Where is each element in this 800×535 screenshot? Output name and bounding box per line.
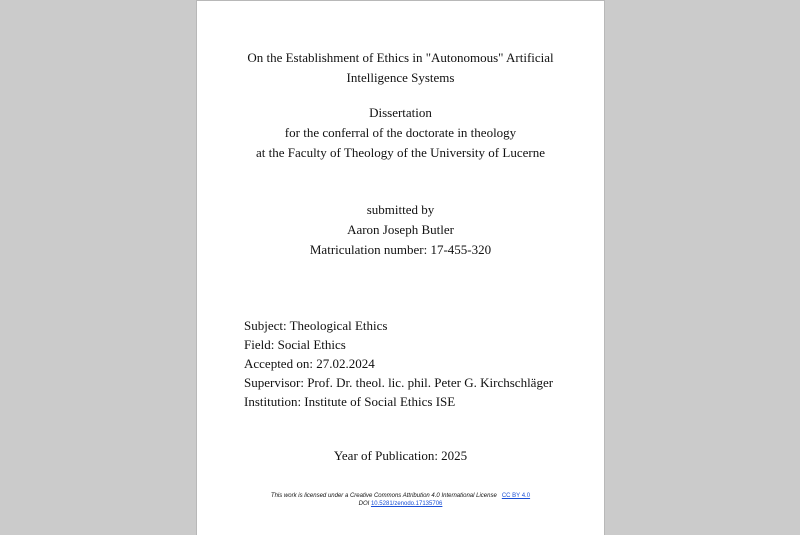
subject: Subject: Theological Ethics — [244, 318, 388, 333]
dissertation-line: for the conferral of the doctorate in theology — [284, 125, 517, 140]
submitted-by: submitted by — [366, 202, 435, 217]
details-block — [244, 316, 553, 411]
field: Field: Social Ethics — [244, 337, 346, 352]
license-link[interactable]: CC BY 4.0 — [501, 493, 531, 499]
matriculation-number: Matriculation number: 17-455-320 — [309, 242, 492, 257]
author-name: Aaron Joseph Butler — [347, 222, 454, 237]
dissertation-block — [197, 103, 604, 163]
submitted-block — [197, 200, 604, 260]
title — [197, 48, 604, 88]
dissertation-line: at the Faculty of Theology of the University of Lucerne — [256, 145, 545, 160]
document-page — [196, 0, 605, 535]
license-text: This work is licensed under a Creative Commons Attribution 4.0 International License — [270, 493, 497, 499]
title-line: On the Establishment of Ethics in "Autonomous" Artificial — [247, 50, 554, 65]
license-footer — [197, 492, 604, 508]
title-line: Intelligence Systems — [346, 70, 455, 85]
accepted-on: Accepted on: 27.02.2024 — [244, 356, 375, 371]
publication-year: Year of Publication: 2025 — [333, 448, 468, 463]
doi-link[interactable]: 10.5281/zenodo.17135706 — [370, 501, 443, 507]
dissertation-label: Dissertation — [369, 105, 432, 120]
institution: Institution: Institute of Social Ethics ISE — [244, 394, 456, 409]
supervisor: Supervisor: Prof. Dr. theol. lic. phil. Peter G. Kirchschläger — [244, 375, 554, 390]
doi-label: DOI — [358, 501, 370, 507]
